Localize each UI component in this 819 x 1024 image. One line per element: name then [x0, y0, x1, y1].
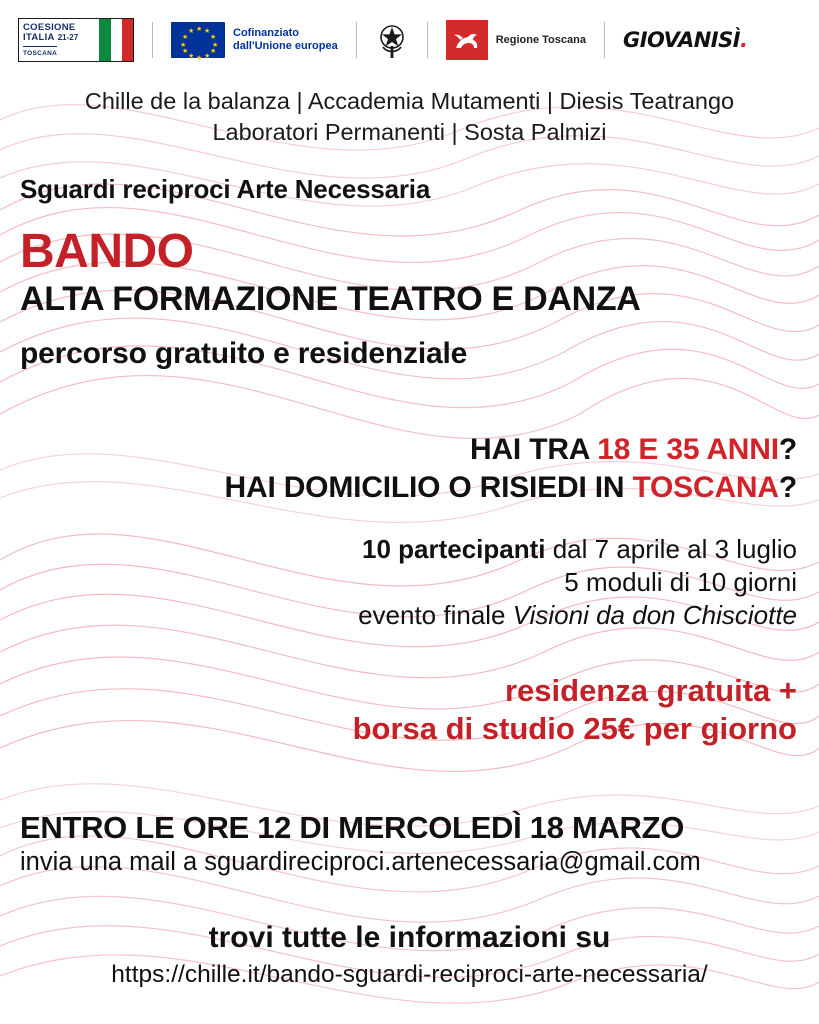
regione-toscana-logo	[446, 20, 586, 60]
eligibility-age-pre: HAI TRA	[470, 433, 598, 466]
coesione-line1: COESIONE	[23, 21, 76, 33]
giovanisi-logo	[623, 28, 748, 52]
bando-heading: BANDO	[20, 225, 194, 278]
logo-bar	[0, 0, 819, 72]
eligibility-age-line	[20, 433, 797, 467]
benefit-line-1: residenza gratuita +	[504, 673, 797, 708]
eligibility-residence-highlight: TOSCANA	[632, 471, 779, 504]
logo-divider-3	[427, 22, 428, 58]
benefits-block	[0, 672, 819, 748]
benefit-line-2: borsa di studio 25€ per giorno	[352, 711, 797, 746]
info-url[interactable]: https://chille.it/bando-sguardi-reciproci-arte-necessaria/	[111, 961, 708, 988]
eligibility-age-post: ?	[778, 433, 797, 466]
program-details	[0, 533, 819, 632]
coesione-italia-logo	[18, 18, 134, 62]
coesione-years: 21-27	[57, 32, 79, 42]
final-event-title: Visioni da don Chisciotte	[512, 600, 797, 630]
partners-list	[0, 86, 819, 148]
giovanisi-si: SÌ	[718, 28, 741, 52]
logo-divider	[152, 22, 153, 58]
participants-line	[20, 533, 797, 566]
apply-instruction[interactable]: invia una mail a sguardireciproci.artenecessaria@gmail.com	[20, 848, 701, 876]
partners-line-1: Chille de la balanza | Accademia Mutamenti | Diesis Teatrango	[84, 88, 735, 114]
repubblica-italiana-emblem	[375, 18, 409, 62]
participants-dates: dal 7 aprile al 3 luglio	[545, 534, 797, 564]
eu-cofinanced-logo	[171, 22, 338, 62]
eligibility-age-highlight: 18 E 35 ANNI	[597, 433, 779, 466]
coesione-line2: ITALIA	[23, 31, 55, 43]
course-subtitle: percorso gratuito e residenziale	[20, 337, 468, 370]
course-title: ALTA FORMAZIONE TEATRO E DANZA	[20, 280, 641, 318]
logo-divider-4	[604, 22, 605, 58]
italy-flag-arrow-icon	[99, 19, 133, 61]
giovanisi-label: GIOVANI	[622, 28, 719, 52]
final-event-label: evento finale	[358, 600, 513, 630]
info-label: trovi tutte le informazioni su	[208, 921, 611, 954]
giovanisi-dot: .	[740, 28, 748, 52]
eu-line2: dall'Unione europea	[233, 40, 338, 52]
eu-flag-icon: ★ ★ ★ ★ ★ ★ ★ ★ ★ ★ ★ ★	[171, 22, 225, 58]
eligibility-residence-post: ?	[778, 471, 797, 504]
eligibility-block	[0, 433, 819, 505]
project-title: Sguardi reciproci Arte Necessaria	[20, 174, 431, 204]
partners-line-2: Laboratori Permanenti | Sosta Palmizi	[212, 119, 607, 145]
coesione-region: TOSCANA	[23, 46, 57, 58]
final-event-line	[20, 599, 797, 632]
eligibility-residence-line	[20, 471, 797, 505]
modules-line: 5 moduli di 10 giorni	[564, 567, 797, 597]
logo-divider-2	[356, 22, 357, 58]
eu-line1: Cofinanziato	[233, 27, 299, 39]
regione-toscana-label: Regione Toscana	[495, 34, 586, 46]
participants-count: 10 partecipanti	[361, 534, 546, 564]
pegasus-icon	[446, 20, 488, 60]
deadline-text: ENTRO LE ORE 12 DI MERCOLEDÌ 18 MARZO	[20, 810, 685, 845]
eligibility-residence-pre: HAI DOMICILIO O RISIEDI IN	[224, 471, 633, 504]
